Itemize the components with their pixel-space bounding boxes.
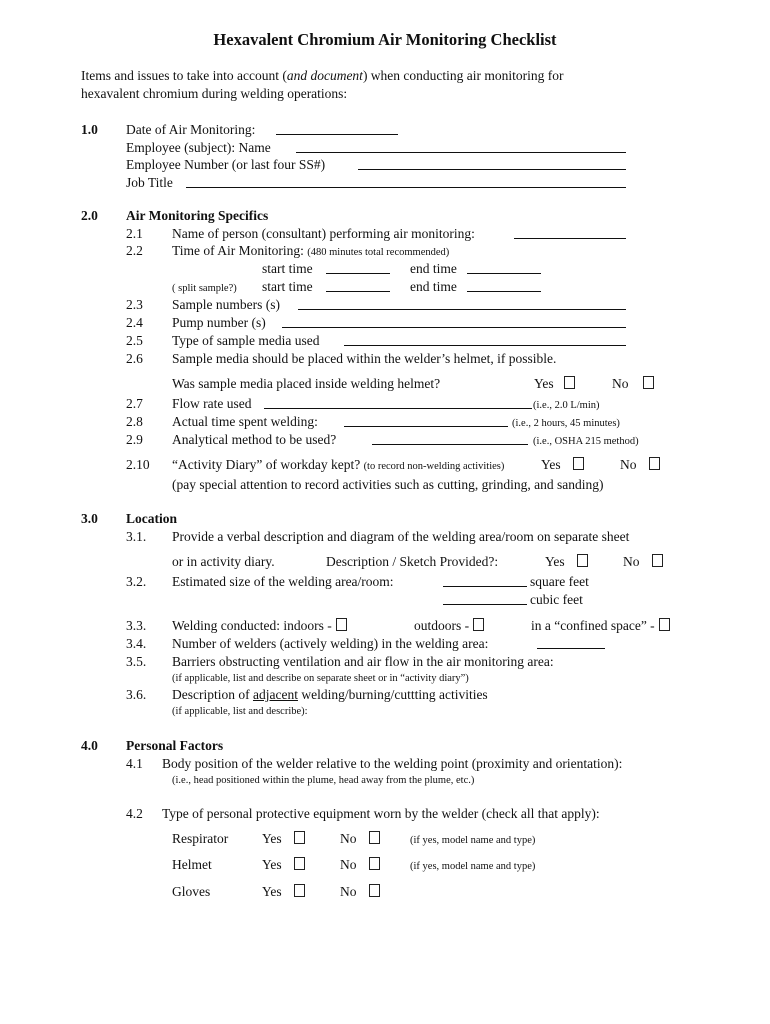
end-time-label-2: end time: [410, 279, 457, 294]
cubic-feet-label: cubic feet: [530, 592, 583, 607]
ppe-respirator-label: Respirator: [172, 831, 229, 846]
checkbox-icon[interactable]: [369, 831, 380, 844]
item-2-8-number: 2.8: [126, 414, 143, 429]
item-2-4-number: 2.4: [126, 315, 143, 330]
section-4-number: 4.0: [81, 738, 98, 753]
checkbox-icon[interactable]: [294, 831, 305, 844]
diary-yes: Yes: [541, 457, 584, 473]
item-2-9-label: Analytical method to be used?: [172, 432, 337, 447]
item-4-1-label: Body position of the welder relative to the welding point (proximity and orientation):: [162, 756, 623, 771]
job-title-field[interactable]: [186, 175, 626, 188]
section-3-heading: Location: [126, 511, 178, 526]
ppe-respirator-note: (if yes, model name and type): [410, 835, 536, 846]
item-2-6-label: Sample media should be placed within the welder’s helmet, if possible.: [172, 351, 557, 366]
employee-name-label: Employee (subject): Name: [126, 140, 271, 155]
item-2-3-label: Sample numbers (s): [172, 297, 280, 312]
start-time-label-2: start time: [262, 279, 313, 294]
checkbox-icon[interactable]: [369, 857, 380, 870]
item-3-1-number: 3.1.: [126, 529, 147, 544]
flow-rate-note: (i.e., 2.0 L/min): [533, 400, 600, 411]
page-title: Hexavalent Chromium Air Monitoring Checklist: [213, 30, 557, 49]
ppe-gloves-yes: Yes: [262, 884, 305, 900]
ppe-respirator-no: No: [340, 831, 380, 847]
item-2-1-label: Name of person (consultant) performing air monitoring:: [172, 226, 475, 241]
intro-line-1: Items and issues to take into account (and document) when conducting air monitoring for: [81, 68, 564, 83]
helmet-media-yes: Yes: [534, 376, 575, 392]
item-3-4-number: 3.4.: [126, 636, 147, 651]
checkbox-icon[interactable]: [643, 376, 654, 389]
checkbox-icon[interactable]: [652, 554, 663, 567]
time-welding-note: (i.e., 2 hours, 45 minutes): [512, 418, 620, 429]
item-4-2-label: Type of personal protective equipment worn by the welder (check all that apply):: [162, 806, 600, 821]
checkbox-icon[interactable]: [294, 857, 305, 870]
ppe-helmet-note: (if yes, model name and type): [410, 861, 536, 872]
employee-number-field[interactable]: [358, 157, 626, 170]
sketch-no: No: [623, 554, 663, 570]
job-title-label: Job Title: [126, 175, 173, 190]
num-welders-field[interactable]: [537, 636, 605, 649]
checkbox-icon[interactable]: [573, 457, 584, 470]
section-1-number: 1.0: [81, 122, 98, 137]
end-time-field-2[interactable]: [467, 279, 541, 292]
start-time-label-1: start time: [262, 261, 313, 276]
helmet-media-question: Was sample media placed inside welding helmet?: [172, 376, 441, 391]
employee-name-field[interactable]: [296, 140, 626, 153]
end-time-field-1[interactable]: [467, 261, 541, 274]
ppe-helmet-label: Helmet: [172, 857, 212, 872]
section-2-number: 2.0: [81, 208, 98, 223]
section-2-heading: Air Monitoring Specifics: [126, 208, 269, 223]
sketch-provided-label: Description / Sketch Provided?:: [326, 554, 499, 569]
outdoors-option: outdoors -: [414, 618, 484, 634]
item-3-1-label-cont: or in activity diary.: [172, 554, 275, 569]
checkbox-icon[interactable]: [577, 554, 588, 567]
checkbox-icon[interactable]: [294, 884, 305, 897]
item-2-10-label: “Activity Diary” of workday kept? (to record non-welding activities): [172, 457, 505, 472]
intro-line-2: hexavalent chromium during welding operations:: [81, 86, 348, 101]
item-3-3-number: 3.3.: [126, 618, 147, 633]
item-2-10-note: (pay special attention to record activities such as cutting, grinding, and sanding): [172, 477, 604, 492]
ppe-helmet-yes: Yes: [262, 857, 305, 873]
analytical-method-field[interactable]: [372, 432, 528, 445]
ppe-respirator-yes: Yes: [262, 831, 305, 847]
item-3-5-note: (if applicable, list and describe on separate sheet or in “activity diary”): [172, 673, 469, 684]
checkbox-icon[interactable]: [564, 376, 575, 389]
item-2-3-number: 2.3: [126, 297, 143, 312]
item-3-6-number: 3.6.: [126, 687, 147, 702]
section-4-heading: Personal Factors: [126, 738, 224, 753]
item-2-7-number: 2.7: [126, 396, 143, 411]
item-3-2-label: Estimated size of the welding area/room:: [172, 574, 394, 589]
consultant-field[interactable]: [514, 226, 626, 239]
checkbox-icon[interactable]: [649, 457, 660, 470]
item-2-8-label: Actual time spent welding:: [172, 414, 318, 429]
item-2-2-number: 2.2: [126, 243, 143, 258]
date-label: Date of Air Monitoring:: [126, 122, 256, 137]
square-feet-field[interactable]: [443, 574, 527, 587]
diary-no: No: [620, 457, 660, 473]
date-field[interactable]: [276, 122, 398, 135]
item-2-10-number: 2.10: [126, 457, 150, 472]
item-4-2-number: 4.2: [126, 806, 143, 821]
checkbox-icon[interactable]: [336, 618, 347, 631]
item-3-4-label: Number of welders (actively welding) in the welding area:: [172, 636, 489, 651]
item-4-1-number: 4.1: [126, 756, 143, 771]
cubic-feet-field[interactable]: [443, 592, 527, 605]
sample-numbers-field[interactable]: [298, 297, 626, 310]
item-3-6-label: Description of adjacent welding/burning/cuttting activities: [172, 687, 488, 702]
confined-space-option: in a “confined space” -: [531, 618, 670, 634]
item-3-5-label: Barriers obstructing ventilation and air flow in the air monitoring area:: [172, 654, 554, 669]
section-3-number: 3.0: [81, 511, 98, 526]
analytical-method-note: (i.e., OSHA 215 method): [533, 436, 639, 447]
sample-media-field[interactable]: [344, 333, 626, 346]
checkbox-icon[interactable]: [369, 884, 380, 897]
start-time-field-1[interactable]: [326, 261, 390, 274]
flow-rate-field[interactable]: [264, 396, 532, 409]
item-3-2-number: 3.2.: [126, 574, 147, 589]
indoors-option: Welding conducted: indoors -: [172, 618, 347, 634]
square-feet-label: square feet: [530, 574, 589, 589]
end-time-label-1: end time: [410, 261, 457, 276]
item-2-7-label: Flow rate used: [172, 396, 252, 411]
item-2-5-label: Type of sample media used: [172, 333, 320, 348]
item-3-6-note: (if applicable, list and describe):: [172, 706, 308, 717]
item-2-4-label: Pump number (s): [172, 315, 266, 330]
start-time-field-2[interactable]: [326, 279, 390, 292]
pump-number-field[interactable]: [282, 315, 626, 328]
employee-number-label: Employee Number (or last four SS#): [126, 157, 326, 172]
item-2-9-number: 2.9: [126, 432, 143, 447]
split-sample-note: ( split sample?): [172, 283, 237, 294]
sketch-yes: Yes: [545, 554, 588, 570]
item-4-1-note: (i.e., head positioned within the plume, head away from the plume, etc.): [172, 775, 475, 786]
item-2-6-number: 2.6: [126, 351, 143, 366]
item-2-5-number: 2.5: [126, 333, 143, 348]
item-2-2-label: Time of Air Monitoring: (480 minutes total recommended): [172, 243, 450, 258]
item-3-1-label: Provide a verbal description and diagram of the welding area/room on separate sheet: [172, 529, 630, 544]
ppe-helmet-no: No: [340, 857, 380, 873]
ppe-gloves-no: No: [340, 884, 380, 900]
checkbox-icon[interactable]: [473, 618, 484, 631]
time-welding-field[interactable]: [344, 414, 508, 427]
checkbox-icon[interactable]: [659, 618, 670, 631]
ppe-gloves-label: Gloves: [172, 884, 211, 899]
item-3-5-number: 3.5.: [126, 654, 147, 669]
item-2-1-number: 2.1: [126, 226, 143, 241]
helmet-media-no: No: [612, 376, 654, 392]
